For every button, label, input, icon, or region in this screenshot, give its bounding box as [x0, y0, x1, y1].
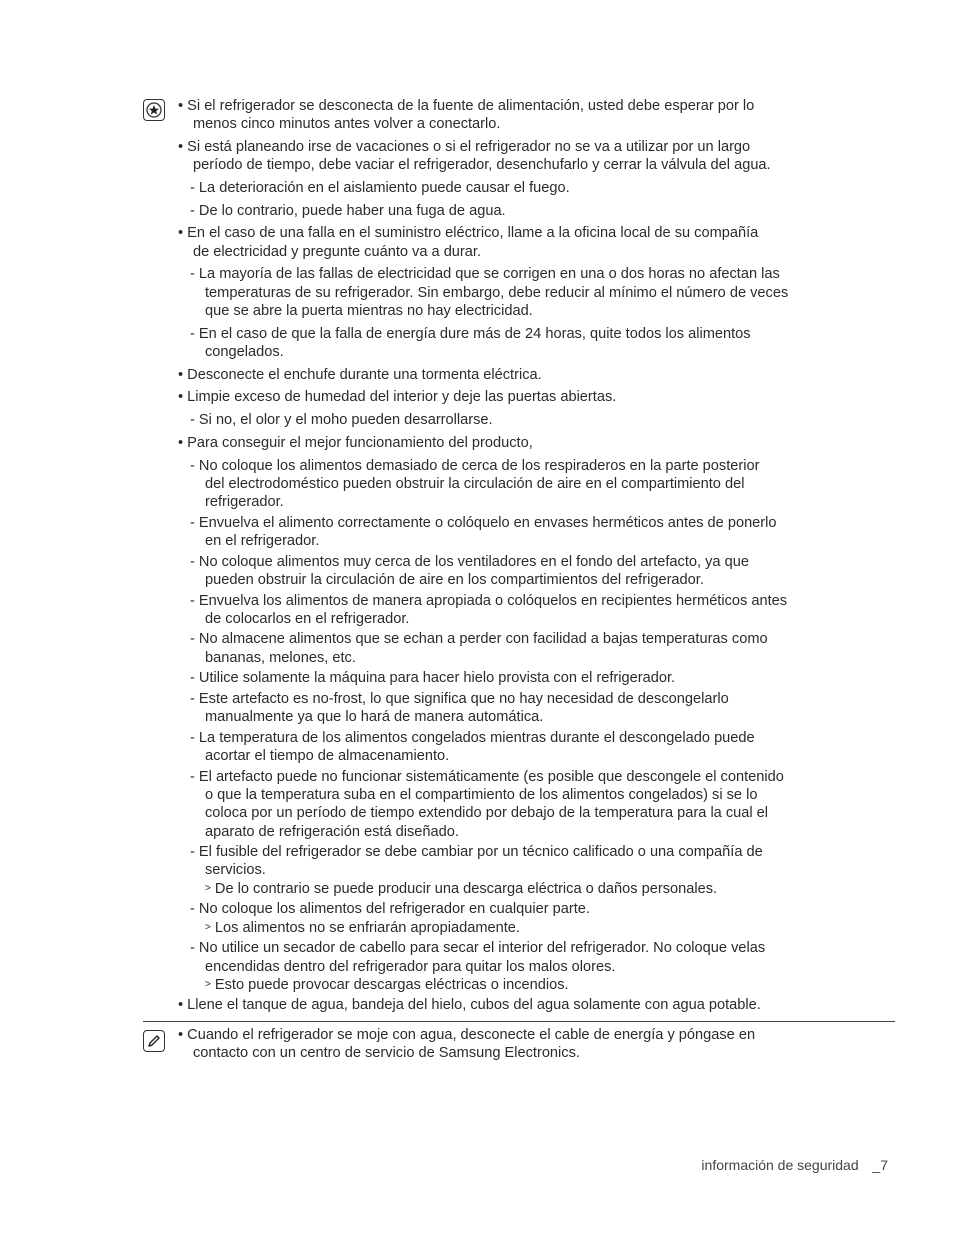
line-text: menos cinco minutos antes volver a conectarlo.: [193, 116, 501, 132]
caution-line: [190, 514, 777, 532]
caution-line: [205, 610, 409, 628]
line-text: - De lo contrario, puede haber una fuga de agua.: [190, 203, 506, 219]
section-divider: [143, 1021, 895, 1022]
caution-line: [178, 366, 542, 384]
line-text: acortar el tiempo de almacenamiento.: [205, 748, 450, 764]
caution-line: [190, 325, 751, 343]
caution-line: [193, 156, 771, 174]
caution-line: [205, 532, 319, 550]
caution-line: [178, 224, 758, 242]
caution-line: [190, 630, 768, 648]
line-text: - No utilice un secador de cabello para secar el interior del refrigerador. No coloque velas: [190, 940, 766, 956]
line-text: • Limpie exceso de humedad del interior y deje las puertas abiertas.: [178, 389, 617, 405]
caution-line: [190, 265, 780, 283]
line-text: - No almacene alimentos que se echan a perder con facilidad a bajas temperaturas como: [190, 631, 768, 647]
caution-line: [190, 457, 759, 475]
caution-line: [190, 939, 765, 957]
caution-line: [190, 202, 506, 220]
line-text: contacto con un centro de servicio de Samsung Electronics.: [193, 1045, 580, 1061]
caution-line: [205, 571, 704, 589]
caution-line: [205, 804, 768, 822]
line-text: Esto puede provocar descargas eléctricas o incendios.: [214, 977, 569, 993]
caution-line: [190, 553, 749, 571]
caution-line: [178, 138, 750, 156]
caution-line: [190, 690, 729, 708]
caution-line: [190, 768, 784, 786]
star-caution-icon: [146, 102, 162, 118]
line-text: - La mayoría de las fallas de electricidad que se corrigen en una o dos horas no afectan las: [190, 266, 780, 282]
line-text: - No coloque alimentos muy cerca de los ventiladores en el fondo del artefacto, ya que: [190, 554, 749, 570]
caution-line: [205, 747, 449, 765]
caution-line: [190, 592, 787, 610]
line-text: refrigerador.: [205, 494, 284, 510]
pencil-note-icon: [146, 1033, 162, 1049]
line-text: - Envuelva los alimentos de manera apropiada o colóquelos en recipientes herméticos antes: [190, 593, 788, 609]
line-text: o que la temperatura suba en el compartimiento de los alimentos congelados) si se lo: [205, 787, 758, 803]
caution-line: [190, 900, 590, 918]
caution-line: [190, 411, 493, 429]
caution-line: [190, 843, 763, 861]
line-text: de colocarlos en el refrigerador.: [205, 611, 410, 627]
footer-section-title: información de seguridad: [701, 1157, 859, 1173]
caution-line: [190, 729, 755, 747]
line-text: encendidas dentro del refrigerador para quitar los malos olores.: [205, 959, 616, 975]
caution-line: [190, 669, 675, 687]
line-text: pueden obstruir la circulación de aire en los compartimientos del refrigerador.: [205, 572, 704, 588]
line-text: bananas, melones, etc.: [205, 650, 356, 666]
caution-line: [205, 302, 533, 320]
note-icon-box: [143, 1030, 165, 1052]
line-text: período de tiempo, debe vaciar el refrigerador, desenchufarlo y cerrar la válvula del agua.: [193, 157, 771, 173]
caution-line: [193, 115, 500, 133]
line-text: • Llene el tanque de agua, bandeja del hielo, cubos del agua solamente con agua potable.: [178, 997, 761, 1013]
line-text: Los alimentos no se enfriarán apropiadamente.: [214, 920, 520, 936]
caution-line: [205, 475, 744, 493]
line-text: congelados.: [205, 344, 284, 360]
line-text: servicios.: [205, 862, 266, 878]
caution-line: [205, 976, 569, 996]
line-text: del electrodoméstico pueden obstruir la circulación de aire en el compartimiento del: [205, 476, 745, 492]
caution-line: [178, 434, 533, 452]
caution-line: [178, 97, 754, 115]
page-footer: [701, 1156, 888, 1174]
line-text: - Utilice solamente la máquina para hacer hielo provista con el refrigerador.: [190, 670, 676, 686]
line-text: - Envuelva el alimento correctamente o colóquelo en envases herméticos antes de ponerlo: [190, 515, 777, 531]
caution-line: [205, 708, 543, 726]
line-text: - No coloque los alimentos del refrigerador en cualquier parte.: [190, 901, 590, 917]
line-text: • Si el refrigerador se desconecta de la fuente de alimentación, usted debe esperar por lo: [178, 98, 755, 114]
line-text: - El artefacto puede no funcionar sistemáticamente (es posible que descongele el contenido: [190, 769, 784, 785]
line-text: coloca por un período de tiempo extendido por debajo de la temperatura para la cual el: [205, 805, 769, 821]
line-text: • En el caso de una falla en el suministro eléctrico, llame a la oficina local de su compañía: [178, 225, 759, 241]
caution-line: [205, 880, 717, 900]
line-text: • Para conseguir el mejor funcionamiento del producto,: [178, 435, 533, 451]
caution-line: [205, 493, 284, 511]
caution-line: [205, 284, 788, 302]
caution-line: [205, 861, 266, 879]
footer-page-number: _7: [872, 1157, 888, 1173]
caution-line: [205, 823, 459, 841]
line-text: • Cuando el refrigerador se moje con agua, desconecte el cable de energía y póngase en: [178, 1027, 756, 1043]
note-line: [178, 1026, 755, 1044]
result-marker: >: [205, 979, 211, 990]
line-text: - Este artefacto es no-frost, lo que significa que no hay necesidad de descongelarlo: [190, 691, 729, 707]
line-text: - La deterioración en el aislamiento puede causar el fuego.: [190, 180, 570, 196]
line-text: • Desconecte el enchufe durante una tormenta eléctrica.: [178, 367, 542, 383]
caution-line: [178, 388, 616, 406]
line-text: - En el caso de que la falla de energía dure más de 24 horas, quite todos los alimentos: [190, 326, 751, 342]
caution-line: [205, 958, 615, 976]
note-line: [193, 1044, 580, 1062]
line-text: manualmente ya que lo hará de manera automática.: [205, 709, 544, 725]
line-text: aparato de refrigeración está diseñado.: [205, 824, 459, 840]
line-text: De lo contrario se puede producir una descarga eléctrica o daños personales.: [214, 881, 718, 897]
caution-line: [193, 243, 481, 261]
line-text: - Si no, el olor y el moho pueden desarrollarse.: [190, 412, 493, 428]
caution-icon-box: [143, 99, 165, 121]
line-text: • Si está planeando irse de vacaciones o si el refrigerador no se va a utilizar por un largo: [178, 139, 751, 155]
line-text: en el refrigerador.: [205, 533, 320, 549]
line-text: - No coloque los alimentos demasiado de cerca de los respiraderos en la parte posterior: [190, 458, 760, 474]
line-text: que se abre la puerta mientras no hay electricidad.: [205, 303, 533, 319]
caution-line: [205, 786, 757, 804]
caution-line: [205, 649, 356, 667]
line-text: temperaturas de su refrigerador. Sin embargo, debe reducir al mínimo el número de veces: [205, 285, 789, 301]
result-marker: >: [205, 922, 211, 933]
line-text: - La temperatura de los alimentos congelados mientras durante el descongelado puede: [190, 730, 755, 746]
caution-line: [178, 996, 761, 1014]
line-text: - El fusible del refrigerador se debe cambiar por un técnico calificado o una compañía de: [190, 844, 763, 860]
result-marker: >: [205, 883, 211, 894]
caution-line: [205, 343, 284, 361]
caution-line: [205, 919, 520, 939]
caution-line: [190, 179, 570, 197]
line-text: de electricidad y pregunte cuánto va a durar.: [193, 244, 482, 260]
